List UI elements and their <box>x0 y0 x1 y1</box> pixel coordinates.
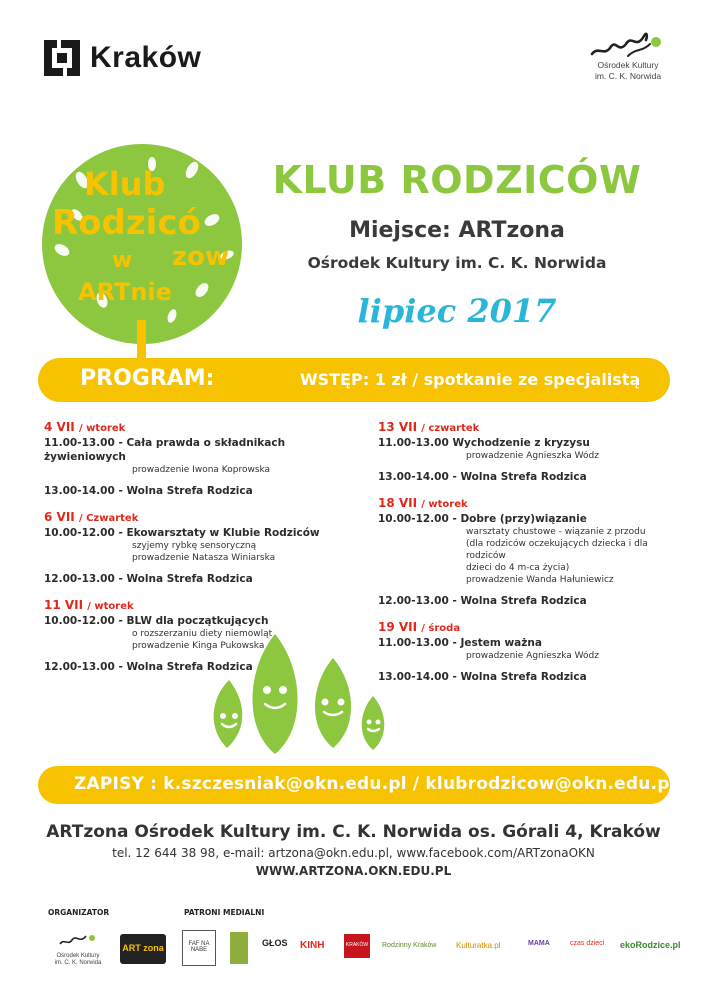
sponsor-mama: MAMA <box>528 940 550 947</box>
day-date: 18 VII <box>378 496 418 510</box>
event-detail: (dla rodziców oczekujących dziecka i dla rodziców <box>466 539 648 561</box>
sponsor-czas-dzieci: czas dzieci <box>570 940 605 947</box>
patrons-label: PATRONI MEDIALNI <box>184 908 265 917</box>
schedule-day <box>44 420 364 498</box>
sponsor-green-logo <box>230 932 248 964</box>
sponsor-faf: FAF NA NABE <box>182 930 216 966</box>
event-line: 11.00-13.00 Wychodzenie z kryzysu <box>378 437 590 449</box>
event-line: 13.00-14.00 - Wolna Strefa Rodzica <box>378 671 587 683</box>
signature-icon <box>588 26 668 60</box>
schedule-day <box>378 420 678 484</box>
event-line: 13.00-14.00 - Wolna Strefa Rodzica <box>378 471 587 483</box>
sponsor-ekorodzice: ekoRodzice.pl <box>620 940 681 950</box>
organizer-label: ORGANIZATOR <box>48 908 110 917</box>
event-spacer <box>44 564 364 572</box>
event-spacer <box>378 586 678 594</box>
schedule-day <box>378 496 678 608</box>
tree-line-2: Rodzicó <box>52 203 201 243</box>
institution-logo-line2: im. C. K. Norwida <box>594 71 662 81</box>
program-label: PROGRAM: <box>80 366 215 391</box>
event-detail: szyjemy rybkę sensoryczną <box>132 541 257 551</box>
sponsor-rodzinny-krakow: Rodzinny Kraków <box>382 942 437 949</box>
krakow-logo <box>44 40 201 76</box>
schedule-right-column <box>378 420 678 696</box>
place-subtitle: Miejsce: ARTzona <box>349 218 565 243</box>
event-detail: prowadzenie Kinga Pukowska <box>132 641 265 651</box>
event-detail: o rozszerzaniu diety niemowląt <box>132 629 273 639</box>
event-line: 13.00-14.00 - Wolna Strefa Rodzica <box>44 485 253 497</box>
leaves-illustration <box>205 628 395 758</box>
event-detail: dzieci do 4 m-ca życia) <box>466 563 570 573</box>
organizer-logo <box>48 930 108 967</box>
event-detail: prowadzenie Wanda Hałuniewicz <box>466 575 614 585</box>
footer-contact: tel. 12 644 38 98, e-mail: artzona@okn.edu.pl, www.facebook.com/ARTzonaOKN <box>112 846 595 860</box>
sponsor-artzona: ART zona <box>120 934 166 964</box>
month-label: lipiec 2017 <box>357 292 557 330</box>
day-date: 11 VII <box>44 598 84 612</box>
day-weekday: / wtorek <box>421 499 468 510</box>
day-weekday: / Czwartek <box>78 513 139 524</box>
tree-line-5: ARTnie <box>78 278 172 306</box>
day-weekday: / środa <box>421 623 461 634</box>
footer-address: ARTzona Ośrodek Kultury im. C. K. Norwida os. Górali 4, Kraków <box>46 822 661 842</box>
institution-subtitle: Ośrodek Kultury im. C. K. Norwida <box>307 254 607 272</box>
event-detail: prowadzenie Agnieszka Wódz <box>466 651 599 661</box>
sponsor-krakow: KRAKÓW <box>344 934 370 958</box>
day-heading <box>378 496 678 510</box>
event-line: 10.00-12.00 - BLW dla początkujących <box>44 615 269 627</box>
institution-logo-line1: Ośrodek Kultury <box>597 60 659 70</box>
day-weekday: / wtorek <box>78 423 126 434</box>
event-line: 12.00-13.00 - Wolna Strefa Rodzica <box>44 661 253 673</box>
organizer-logo-line1: Ośrodek Kultury <box>56 953 100 959</box>
page-title: KLUB RODZICÓW <box>272 158 642 202</box>
day-date: 19 VII <box>378 620 418 634</box>
tree-line-3: w <box>112 248 133 273</box>
event-line: 12.00-13.00 - Wolna Strefa Rodzica <box>378 595 587 607</box>
leaf-faces-icon <box>205 628 395 758</box>
entry-fee-label: WSTĘP: 1 zł / spotkanie ze specjalistą <box>300 370 641 389</box>
event-spacer <box>378 662 678 670</box>
krakow-mark-icon <box>44 40 80 76</box>
sponsor-kulturatka: Kulturatka.pl <box>456 941 501 950</box>
day-heading <box>44 598 364 612</box>
organizer-logo-line2: im. C. K. Norwida <box>54 960 102 966</box>
sponsor-logos <box>48 930 681 970</box>
krakow-logo-text: Kraków <box>90 41 202 74</box>
day-date: 6 VII <box>44 510 75 524</box>
day-weekday: / wtorek <box>87 601 134 612</box>
event-detail: prowadzenie Iwona Koprowska <box>132 465 271 475</box>
event-detail: prowadzenie Natasza Winiarska <box>132 553 276 563</box>
klub-tree-logo <box>42 140 254 360</box>
day-weekday: / czwartek <box>421 423 480 434</box>
event-spacer <box>44 476 364 484</box>
organizer-signature-icon <box>58 930 98 948</box>
tree-line-4: zow <box>172 242 230 272</box>
event-detail: prowadzenie Agnieszka Wódz <box>466 451 599 461</box>
institution-logo <box>583 26 673 82</box>
event-detail: warsztaty chustowe - wiązanie z przodu <box>466 527 646 537</box>
event-line: 12.00-13.00 - Wolna Strefa Rodzica <box>44 573 253 585</box>
event-line: 10.00-12.00 - Dobre (przy)wiązanie <box>378 513 587 525</box>
day-heading <box>44 420 364 434</box>
event-line: 11.00-13.00 - Cała prawda o składnikach żywieniowych <box>44 437 286 463</box>
schedule-day <box>378 620 678 684</box>
registration-text: ZAPISY : k.szczesniak@okn.edu.pl / klubrodzicow@okn.edu.pl <box>74 774 676 794</box>
sponsor-kinh: KINH <box>300 940 325 951</box>
day-heading <box>378 420 678 434</box>
tree-line-1: Klub <box>84 165 166 203</box>
footer-website: WWW.ARTZONA.OKN.EDU.PL <box>255 864 452 878</box>
day-date: 4 VII <box>44 420 75 434</box>
event-line: 10.00-12.00 - Ekowarsztaty w Klubie Rodziców <box>44 527 320 539</box>
event-spacer <box>378 462 678 470</box>
day-heading <box>44 510 364 524</box>
event-line: 11.00-13.00 - Jestem ważna <box>378 637 542 649</box>
schedule-day <box>44 510 364 586</box>
day-heading <box>378 620 678 634</box>
day-date: 13 VII <box>378 420 418 434</box>
sponsor-glos: GŁOS <box>262 938 288 948</box>
